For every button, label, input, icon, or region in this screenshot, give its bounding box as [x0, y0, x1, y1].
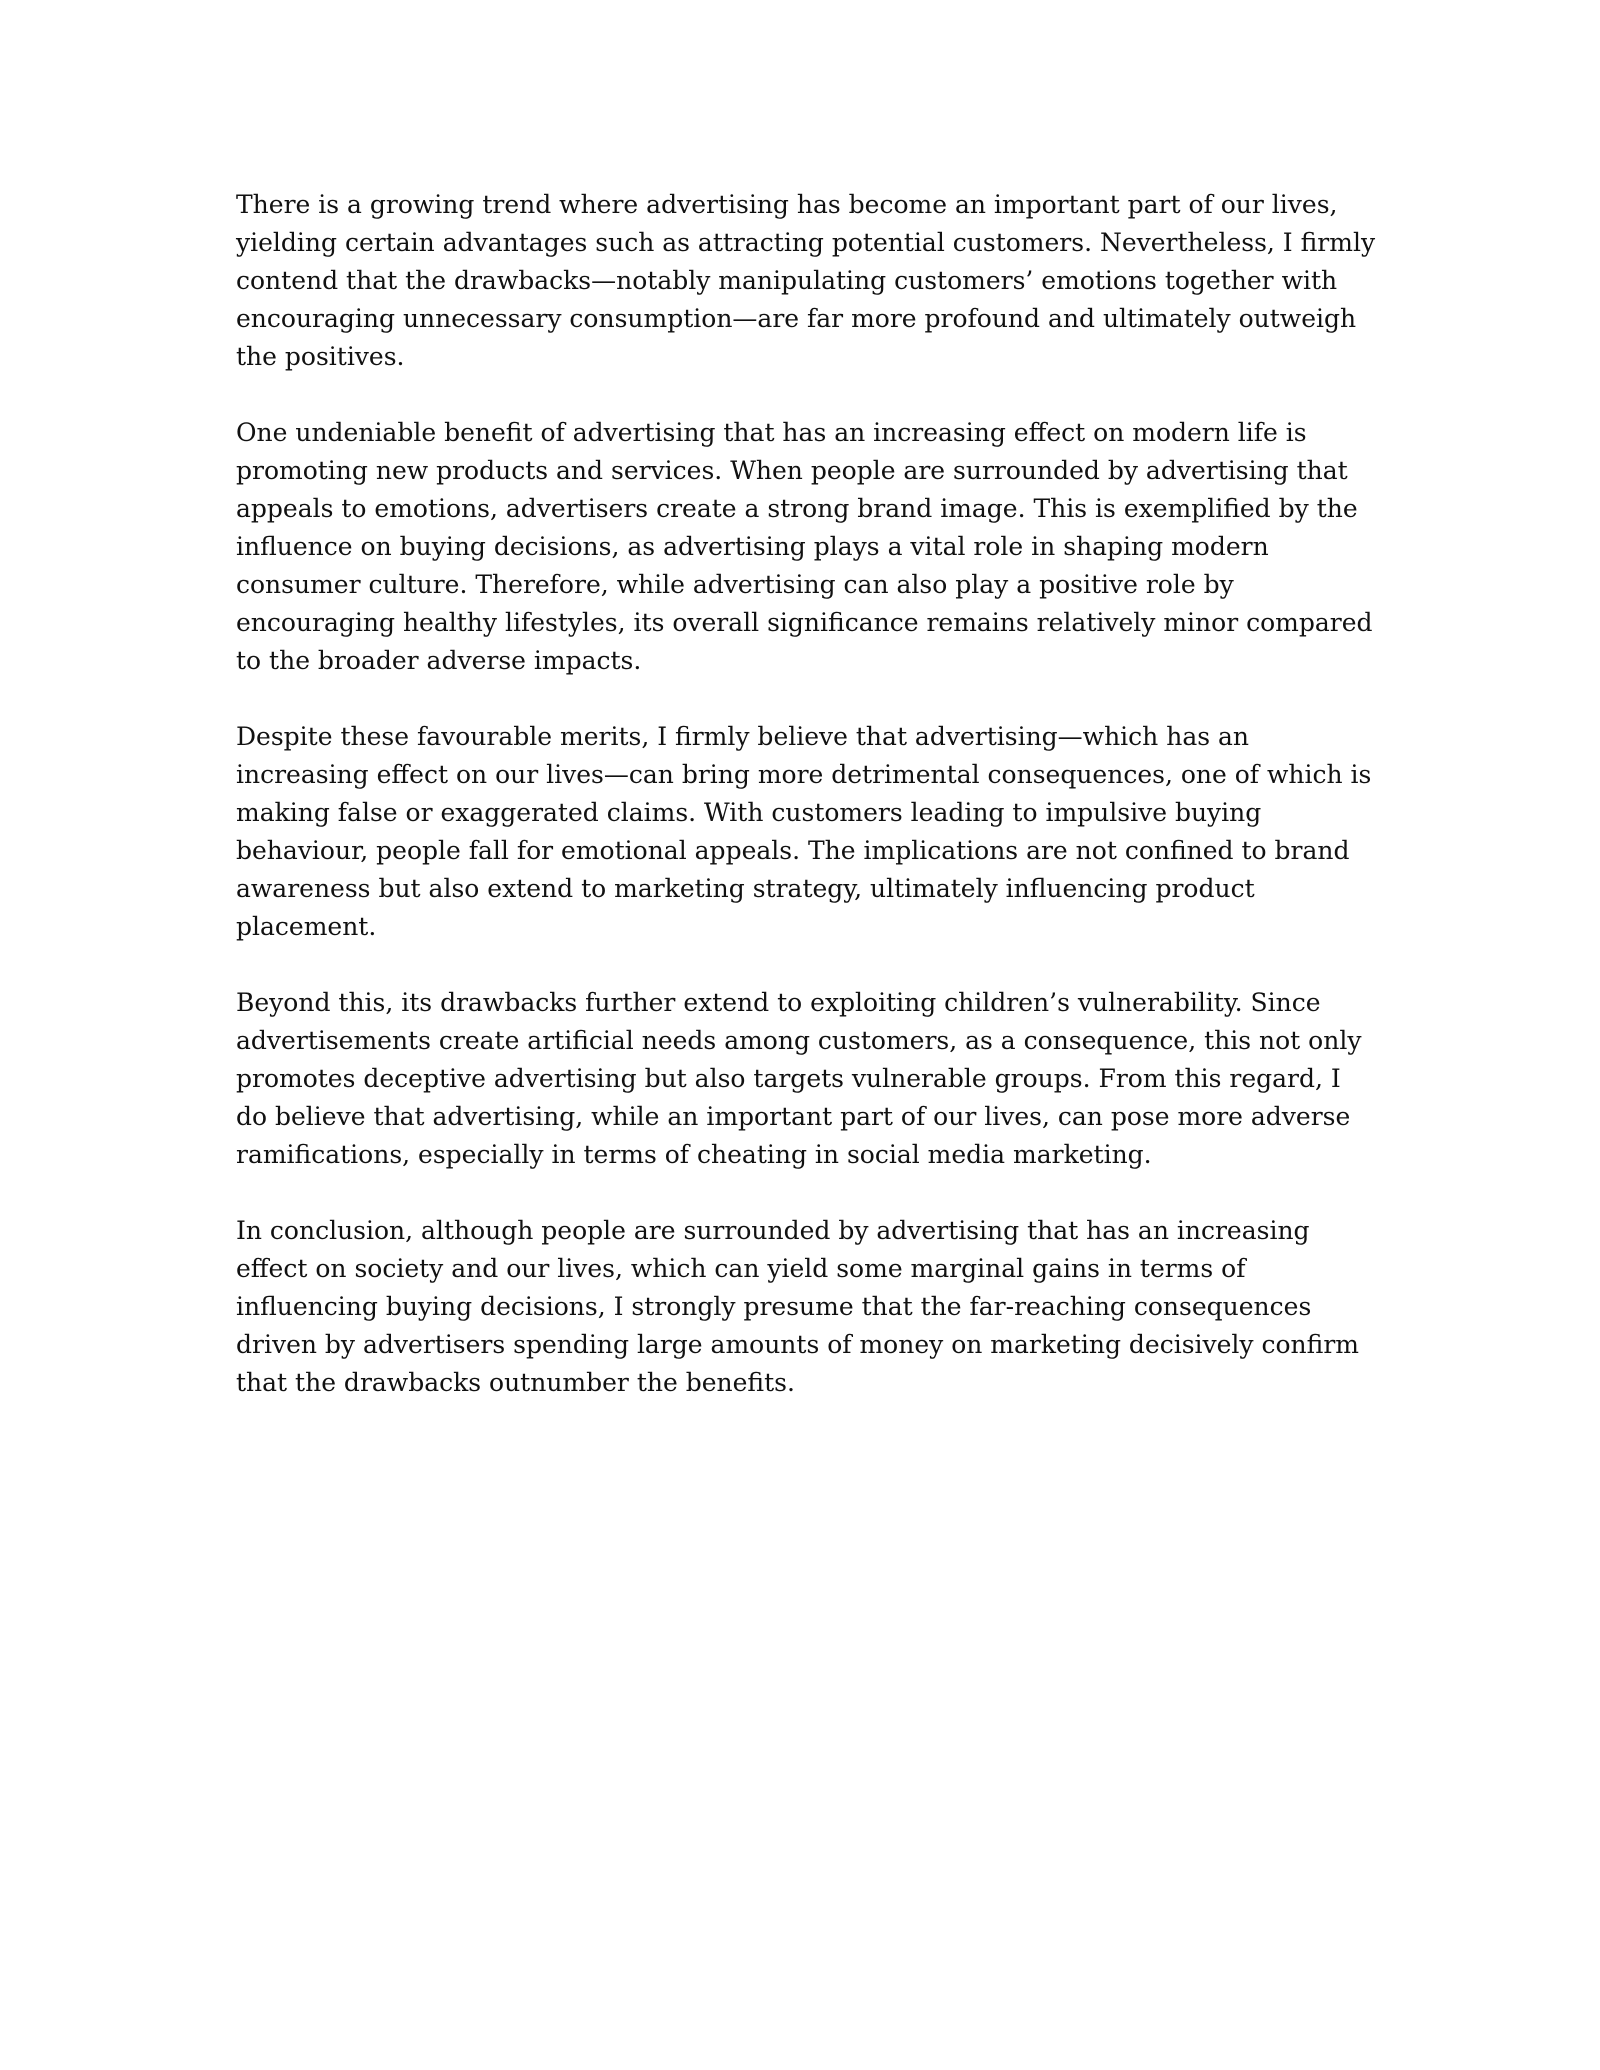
paragraph-drawback-1: Despite these favourable merits, I firmly believe that advertising—which has an increasing effect on our lives—can bring more detrimental consequences, one of which is making false or exaggerated claims. With customers leading to impulsive buying behaviour, people fall for emotional appeals. The implications are not confined to brand awareness but also extend to marketing strategy, ultimately influencing product placement.: [236, 722, 1372, 941]
paragraph-benefit: One undeniable benefit of advertising that has an increasing effect on modern life is promoting new products and services. When people are surrounded by advertising that appeals to emotions, advertisers create a strong brand image. This is exemplified by the influence on buying decisions, as advertising plays a vital role in shaping modern consumer culture. Therefore, while advertising can also play a positive role by encouraging healthy lifestyles, its overall significance remains relatively minor compared to the broader adverse impacts.: [236, 418, 1373, 675]
paragraph-conclusion: In conclusion, although people are surrounded by advertising that has an increasing effect on society and our lives, which can yield some marginal gains in terms of influencing buying decisions, I strongly presume that the far-reaching consequences driven by advertisers spending large amounts of money on marketing decisively confirm that the drawbacks outnumber the benefits.: [236, 1216, 1359, 1397]
paragraph-introduction: There is a growing trend where advertising has become an important part of our lives, yielding certain advantages such as attracting potential customers. Nevertheless, I firmly contend that the drawbacks—notably manipulating customers’ emotions together with encouraging unnecessary consumption—are far more profound and ultimately outweigh the positives.: [236, 190, 1376, 371]
paragraph-drawback-2: Beyond this, its drawbacks further extend to exploiting children’s vulnerability. Since advertisements create artificial needs among customers, as a consequence, this not only promotes deceptive advertising but also targets vulnerable groups. From this regard, I do believe that advertising, while an important part of our lives, can pose more adverse ramifications, especially in terms of cheating in social media marketing.: [236, 988, 1362, 1169]
essay-body: [236, 186, 1376, 1402]
